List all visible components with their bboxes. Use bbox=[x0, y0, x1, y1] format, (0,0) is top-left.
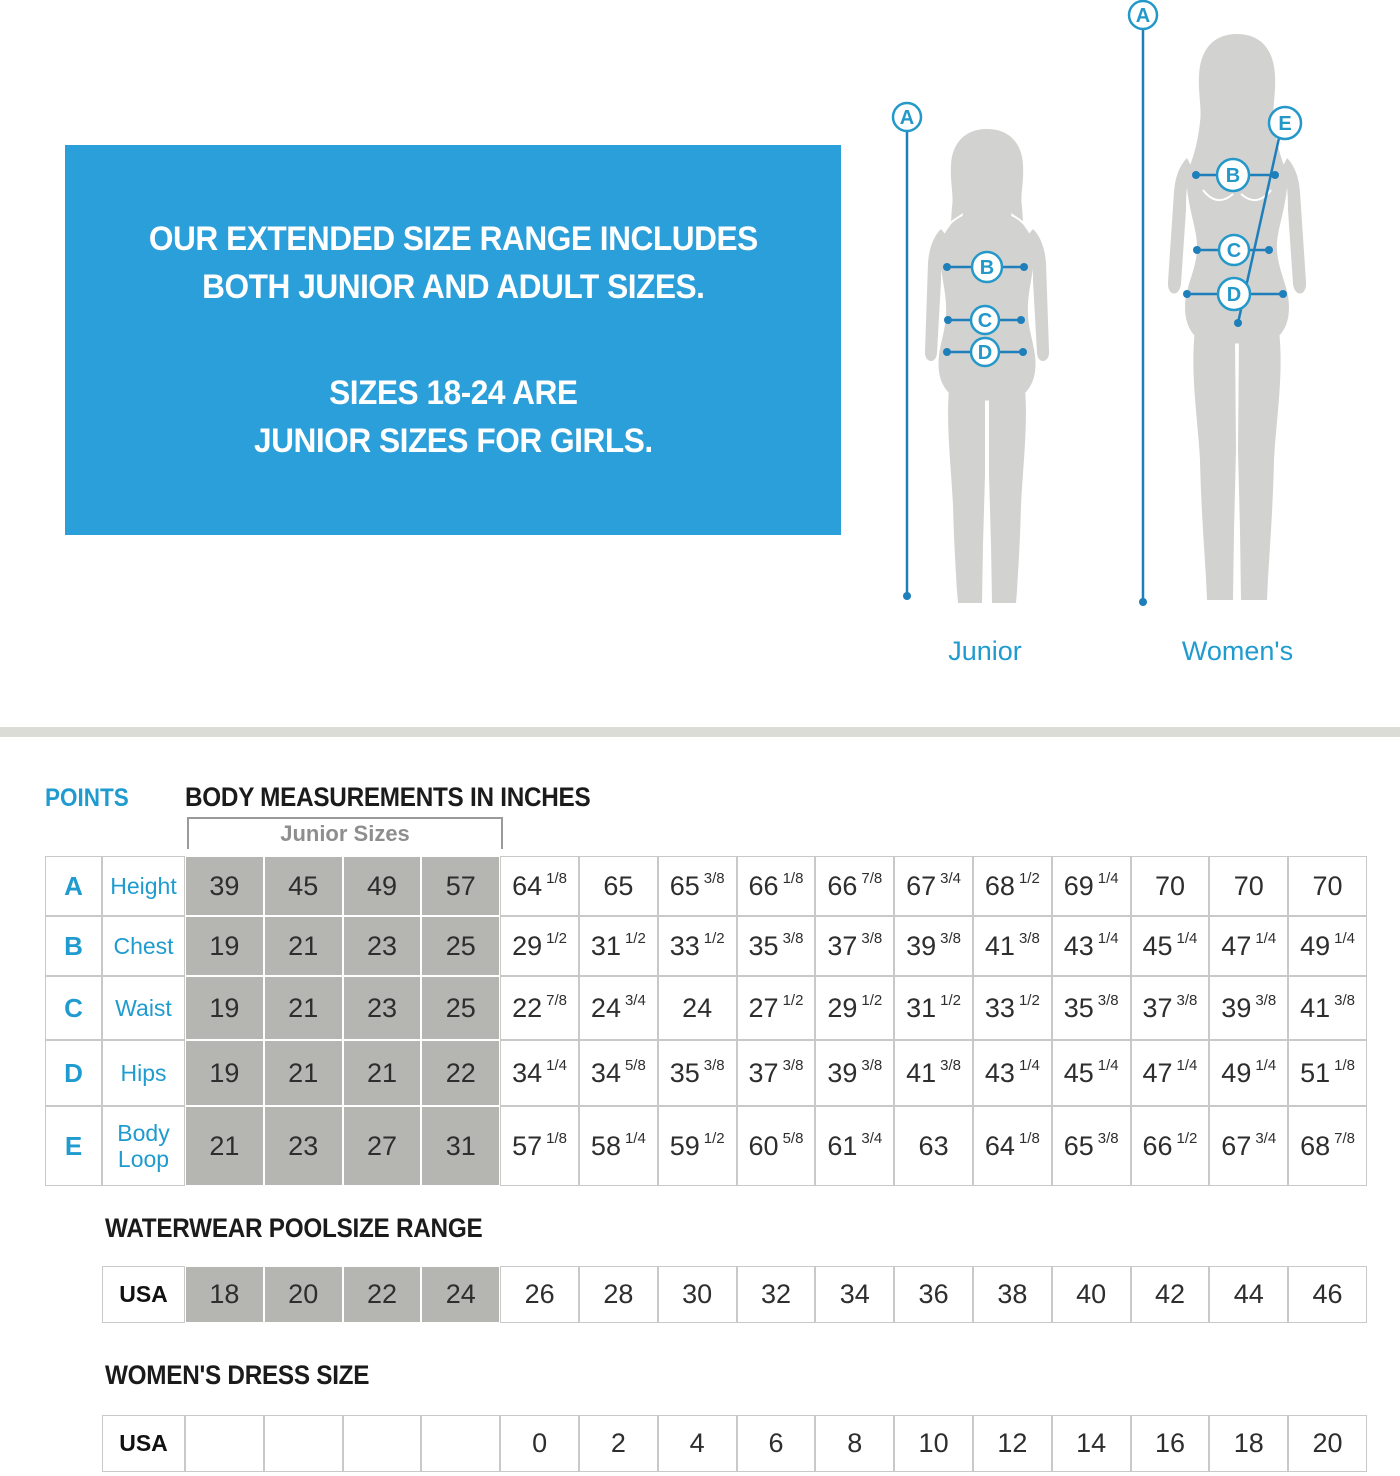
table-cell: 4 bbox=[658, 1415, 737, 1472]
table-cell: 30 bbox=[658, 1266, 737, 1323]
table-cell: 70 bbox=[1209, 856, 1288, 916]
table-cell: 26 bbox=[500, 1266, 579, 1323]
womens-point-a: A bbox=[1135, 5, 1151, 27]
table-cell: 66 7/8 bbox=[815, 856, 894, 916]
point-letter-cell: D bbox=[45, 1040, 102, 1106]
table-cell: 39 bbox=[185, 856, 264, 916]
dress-size-table bbox=[102, 1415, 1367, 1472]
junior-sizes-label: Junior Sizes bbox=[280, 821, 410, 846]
table-cell: 61 3/4 bbox=[815, 1106, 894, 1186]
junior-sizes-bracket bbox=[187, 817, 503, 849]
table-cell: 21 bbox=[264, 916, 343, 976]
table-cell: 20 bbox=[264, 1266, 343, 1323]
table-cell: 40 bbox=[1052, 1266, 1131, 1323]
table-cell bbox=[421, 1415, 500, 1472]
table-cell: 21 bbox=[264, 1040, 343, 1106]
table-cell: 32 bbox=[737, 1266, 816, 1323]
table-cell: 24 3/4 bbox=[579, 976, 658, 1040]
banner-line-3: SIZES 18-24 ARE bbox=[328, 374, 578, 412]
measurement-label-cell: Waist bbox=[102, 976, 185, 1040]
table-cell: 34 1/4 bbox=[500, 1040, 579, 1106]
table-cell: 31 bbox=[421, 1106, 500, 1186]
point-letter-cell: B bbox=[45, 916, 102, 976]
table-cell bbox=[264, 1415, 343, 1472]
table-cell: 19 bbox=[185, 1040, 264, 1106]
womens-point-d: D bbox=[1226, 284, 1242, 306]
table-cell: 47 1/4 bbox=[1131, 1040, 1210, 1106]
table-cell: 39 3/8 bbox=[815, 1040, 894, 1106]
table-cell: 45 1/4 bbox=[1052, 1040, 1131, 1106]
table-cell: 36 bbox=[894, 1266, 973, 1323]
table-cell: 21 bbox=[264, 976, 343, 1040]
table-cell: 22 bbox=[343, 1266, 422, 1323]
table-cell: 19 bbox=[185, 976, 264, 1040]
banner-line-4: JUNIOR SIZES FOR GIRLS. bbox=[253, 422, 653, 460]
table-cell: 57 1/8 bbox=[500, 1106, 579, 1186]
table-cell: 24 bbox=[658, 976, 737, 1040]
table-cell: 33 1/2 bbox=[658, 916, 737, 976]
junior-measure-a bbox=[893, 103, 921, 600]
junior-point-a: A bbox=[899, 107, 915, 129]
junior-figure-label: Junior bbox=[948, 636, 1022, 666]
table-cell: 41 3/8 bbox=[894, 1040, 973, 1106]
banner-line-2: BOTH JUNIOR AND ADULT SIZES. bbox=[201, 268, 705, 306]
measurement-diagram bbox=[0, 0, 1400, 727]
table-cell: 47 1/4 bbox=[1209, 916, 1288, 976]
table-cell: 16 bbox=[1131, 1415, 1210, 1472]
table-cell: 65 bbox=[579, 856, 658, 916]
table-cell: 21 bbox=[185, 1106, 264, 1186]
table-cell: 23 bbox=[343, 916, 422, 976]
table-cell: 64 1/8 bbox=[500, 856, 579, 916]
table-cell: 66 1/2 bbox=[1131, 1106, 1210, 1186]
table-cell: 43 1/4 bbox=[1052, 916, 1131, 976]
table-cell: 31 1/2 bbox=[894, 976, 973, 1040]
table-cell: 34 5/8 bbox=[579, 1040, 658, 1106]
table-cell: 20 bbox=[1288, 1415, 1367, 1472]
table-cell: 25 bbox=[421, 976, 500, 1040]
table-cell: 35 3/8 bbox=[1052, 976, 1131, 1040]
table-cell: 18 bbox=[1209, 1415, 1288, 1472]
point-letter-cell: C bbox=[45, 976, 102, 1040]
table-cell: 45 1/4 bbox=[1131, 916, 1210, 976]
table-cell: 70 bbox=[1288, 856, 1367, 916]
measurement-label-cell: Chest bbox=[102, 916, 185, 976]
table-cell: 21 bbox=[343, 1040, 422, 1106]
table-cell: 22 7/8 bbox=[500, 976, 579, 1040]
table-cell: 60 5/8 bbox=[737, 1106, 816, 1186]
table-cell: 29 1/2 bbox=[815, 976, 894, 1040]
table-cell: 65 3/8 bbox=[1052, 1106, 1131, 1186]
table-cell: 14 bbox=[1052, 1415, 1131, 1472]
table-cell: 63 bbox=[894, 1106, 973, 1186]
table-cell: 65 3/8 bbox=[658, 856, 737, 916]
table-cell: 42 bbox=[1131, 1266, 1210, 1323]
table-cell: 27 1/2 bbox=[737, 976, 816, 1040]
table-cell: 39 3/8 bbox=[894, 916, 973, 976]
table-cell: 6 bbox=[737, 1415, 816, 1472]
table-cell: 49 1/4 bbox=[1209, 1040, 1288, 1106]
usa-label-cell: USA bbox=[102, 1266, 185, 1323]
table-cell: 41 3/8 bbox=[973, 916, 1052, 976]
poolsize-table bbox=[102, 1266, 1367, 1323]
table-cell: 31 1/2 bbox=[579, 916, 658, 976]
section-divider bbox=[0, 727, 1400, 737]
table-cell: 0 bbox=[500, 1415, 579, 1472]
table-cell: 33 1/2 bbox=[973, 976, 1052, 1040]
table-cell: 37 3/8 bbox=[737, 1040, 816, 1106]
table-cell: 27 bbox=[343, 1106, 422, 1186]
dress-size-title: WOMEN'S DRESS SIZE bbox=[105, 1360, 370, 1390]
table-cell: 38 bbox=[973, 1266, 1052, 1323]
womens-point-c: C bbox=[1226, 240, 1242, 262]
table-cell: 2 bbox=[579, 1415, 658, 1472]
points-header: POINTS bbox=[45, 784, 129, 812]
table-cell: 25 bbox=[421, 916, 500, 976]
measurement-label-cell: Height bbox=[102, 856, 185, 916]
table-cell: 44 bbox=[1209, 1266, 1288, 1323]
point-letter-cell: A bbox=[45, 856, 102, 916]
table-cell bbox=[343, 1415, 422, 1472]
table-cell: 35 3/8 bbox=[658, 1040, 737, 1106]
body-measurements-table bbox=[45, 856, 1367, 1186]
table-cell: 23 bbox=[343, 976, 422, 1040]
womens-measure-a bbox=[1129, 1, 1157, 606]
table-cell: 67 3/4 bbox=[1209, 1106, 1288, 1186]
table-cell: 41 3/8 bbox=[1288, 976, 1367, 1040]
table-cell: 58 1/4 bbox=[579, 1106, 658, 1186]
table-cell: 49 1/4 bbox=[1288, 916, 1367, 976]
table-cell: 8 bbox=[815, 1415, 894, 1472]
table-cell: 28 bbox=[579, 1266, 658, 1323]
womens-point-e: E bbox=[1278, 113, 1292, 135]
table-cell: 24 bbox=[421, 1266, 500, 1323]
table-cell: 37 3/8 bbox=[815, 916, 894, 976]
table-cell: 35 3/8 bbox=[737, 916, 816, 976]
junior-point-b: B bbox=[979, 257, 995, 279]
table-cell: 66 1/8 bbox=[737, 856, 816, 916]
table-cell: 46 bbox=[1288, 1266, 1367, 1323]
table-cell: 67 3/4 bbox=[894, 856, 973, 916]
junior-point-d: D bbox=[977, 342, 993, 364]
table-cell: 45 bbox=[264, 856, 343, 916]
table-cell bbox=[185, 1415, 264, 1472]
womens-figure-label: Women's bbox=[1181, 636, 1294, 666]
poolsize-title: WATERWEAR POOLSIZE RANGE bbox=[105, 1213, 483, 1243]
table-cell: 29 1/2 bbox=[500, 916, 579, 976]
table-cell: 70 bbox=[1131, 856, 1210, 916]
junior-point-c: C bbox=[977, 310, 993, 332]
table-cell: 37 3/8 bbox=[1131, 976, 1210, 1040]
table-cell: 39 3/8 bbox=[1209, 976, 1288, 1040]
table-cell: 19 bbox=[185, 916, 264, 976]
table-cell: 57 bbox=[421, 856, 500, 916]
point-letter-cell: E bbox=[45, 1106, 102, 1186]
usa-label-cell: USA bbox=[102, 1415, 185, 1472]
body-measurements-title: BODY MEASUREMENTS IN INCHES bbox=[185, 782, 591, 812]
measurement-label-cell: Hips bbox=[102, 1040, 185, 1106]
table-cell: 43 1/4 bbox=[973, 1040, 1052, 1106]
table-cell: 68 7/8 bbox=[1288, 1106, 1367, 1186]
measurement-label-cell: Body Loop bbox=[102, 1106, 185, 1186]
table-cell: 12 bbox=[973, 1415, 1052, 1472]
table-cell: 68 1/2 bbox=[973, 856, 1052, 916]
table-cell: 34 bbox=[815, 1266, 894, 1323]
womens-point-b: B bbox=[1225, 165, 1241, 187]
table-cell: 51 1/8 bbox=[1288, 1040, 1367, 1106]
table-cell: 64 1/8 bbox=[973, 1106, 1052, 1186]
table-cell: 69 1/4 bbox=[1052, 856, 1131, 916]
table-cell: 22 bbox=[421, 1040, 500, 1106]
table-cell: 18 bbox=[185, 1266, 264, 1323]
banner-line-1: OUR EXTENDED SIZE RANGE INCLUDES bbox=[148, 220, 758, 258]
table-cell: 59 1/2 bbox=[658, 1106, 737, 1186]
table-cell: 49 bbox=[343, 856, 422, 916]
table-cell: 10 bbox=[894, 1415, 973, 1472]
table-cell: 23 bbox=[264, 1106, 343, 1186]
